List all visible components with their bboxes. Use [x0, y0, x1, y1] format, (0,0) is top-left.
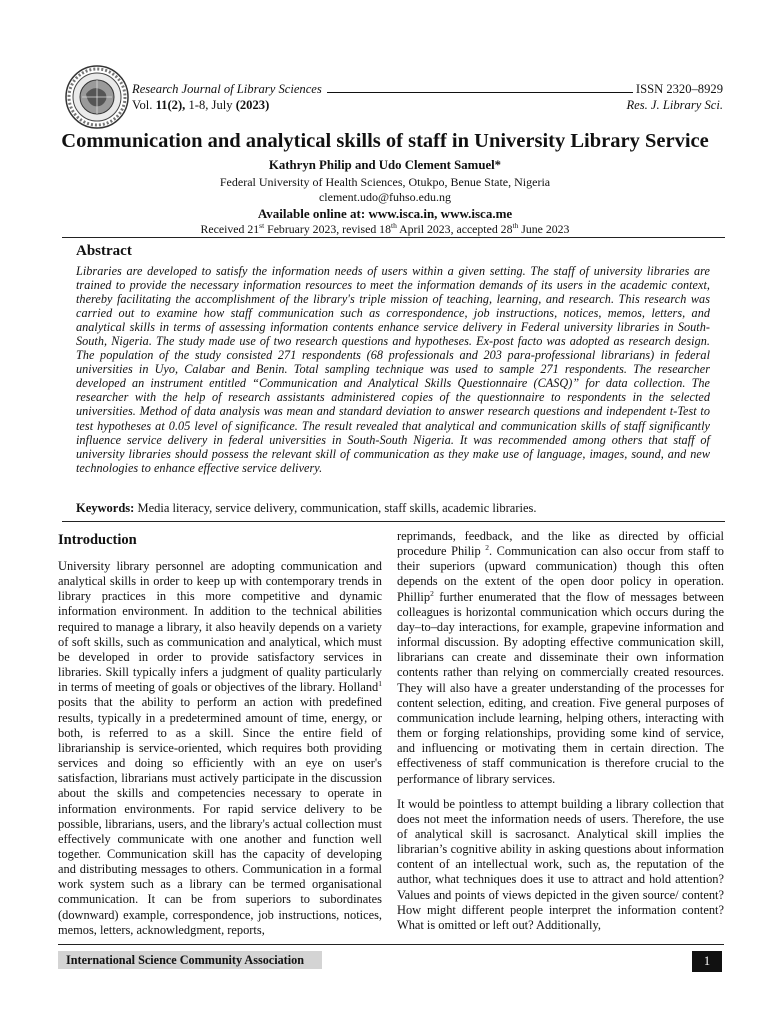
divider — [62, 521, 725, 522]
available-online: Available online at: www.isca.in, www.isca.me — [257, 206, 513, 221]
header-rule — [327, 91, 633, 93]
text-run: University library personnel are adopting communication and analytical skills in order to keep up with contemporary trends in library practices in this more competitive and dynamic information environment. In addition to the technical abilities required to manage a library, it also heavily depends on a variety of soft skills, such as communication and analytical, which must be developed in order to provide satisfactory services in libraries. Skill typically infers a judgment of quality particularly in terms of meeting of goals or objectives of the library. Holland — [58, 559, 382, 695]
year: (2023) — [235, 98, 270, 112]
body-column-left — [58, 559, 382, 938]
journal-abbrev: Res. J. Library Sci. — [626, 98, 723, 112]
affiliation: Federal University of Health Sciences, Otukpo, Benue State, Nigeria — [219, 175, 551, 189]
volume-prefix: Vol. — [132, 98, 156, 112]
page-number: 1 — [692, 951, 722, 972]
abstract-text: Libraries are developed to satisfy the information needs of users within a given setting. The staff of university libraries are trained to provide the necessary information resources to meet the information demands of its users in the academic context, thereby facilitating the accomplishment of the library's triple mission of teaching, learning, and research. This research was carried out to examine how staff communication such as correspondence, job instructions, notices, memos, letters, and analytical skills in terms of assessing information contents enhance service delivery in Federal university libraries in South-South, Nigeria. The study made use of two research questions and hypotheses. Ex-post facto was adopted as research design. The population of the study consisted 271 respondents (68 professionals and 203 para-professional librarians) in federal universities in Uyo, Calabar and Benin. Total sampling technique was used to sample 271 respondents. The researcher developed an instrument entitled “Communication and Analytical Skills Questionnaire (CASQ)” for data collection. The researcher with the help of research assistants administered copies of the questionnaire to respondents in the selected universities. Method of data analysis was mean and standard deviation to answer research questions and independent t-Test to test hypotheses at 0.05 level of significance. The result revealed that analytical and communication skills of staff significantly influence service delivery in federal universities in South-South Nigeria. It was recommended among others that staff of university libraries should possess the relevant skill of communication as they make use of language, images, sound, and new technologies to enhance effective service delivery. — [76, 264, 710, 475]
text-run: further enumerated that the flow of messages between colleagues is horizontal communication which occurs during the day–to–day interactions, for example, grapevine information and informal discussion. By adopting effective communication skill, librarians can create and disseminate their own information contents rather than relying on commercially created resources. They will also have a greater understanding of the processes for content selection, editing, and creation. Five general purposes of communication include learning, helping others, interacting with them or forging relationships, providing some kind of service, and influencing or motivating them in certain direction. The effectiveness of staff communication is therefore crucial to the performance of library services. — [397, 589, 724, 786]
text-run: reprimands, feedback, and the like as directed by official procedure Philip — [397, 529, 724, 559]
paragraph: It would be pointless to attempt building a library collection that does not meet the information needs of users. Therefore, the use of analytical skill is sacrosanct. Analytical skill implies the librarian’s cognitive ability in asking questions about information content of an intellectual work, such as, the reputation of the author, what techniques does it use to attract and hold attention? Values and points of views depicted in the given source/ content? How might different people interpret the information content? What is omitted or left out? Additionally, — [397, 796, 724, 932]
paragraph — [397, 529, 724, 787]
journal-name: Research Journal of Library Sciences — [132, 82, 322, 96]
abstract-heading: Abstract — [76, 243, 132, 259]
citation: 2 — [430, 588, 434, 598]
affiliation-block — [0, 175, 770, 205]
paragraph — [58, 559, 382, 938]
received-text: Received 21 — [200, 222, 260, 236]
body-column-right — [397, 529, 724, 943]
received-sup: st — [259, 221, 265, 231]
journal-seal-logo — [64, 64, 130, 130]
divider — [62, 237, 725, 238]
volume-issue: 11(2), — [155, 98, 186, 112]
paper-title: Communication and analytical skills of staff in University Library Service — [61, 130, 709, 152]
footer-organization: International Science Community Association — [66, 953, 304, 967]
keywords-label: Keywords: — [76, 501, 135, 515]
citation: 2 — [485, 543, 489, 553]
running-header-left — [132, 81, 633, 113]
authors: Kathryn Philip and Udo Clement Samuel* — [268, 158, 502, 172]
issn: ISSN 2320–8929 — [635, 82, 723, 96]
introduction-heading: Introduction — [58, 532, 137, 548]
accepted-text: April 2023, accepted 28 — [396, 222, 513, 236]
text-run: . Communication can also occur from staff to their superiors (upward communication) though this often depends on the extent of the open door policy in operation. Phillip — [397, 544, 724, 604]
running-header-right — [626, 81, 723, 113]
footer-rule — [58, 944, 724, 945]
revised-sup: th — [390, 221, 397, 231]
pages-date: 1-8, July — [185, 98, 236, 112]
received-dates — [0, 222, 770, 237]
text-run: posits that the ability to perform an action with predefined results, typically in a predetermined amount of time, energy, or both, is referred to as a skill. Since the entire field of librarianship is service-oriented, which requires both providing services and doing so efficiently with an eye on user's satisfaction, librarians must actively participate in the discussion about the skills and competencies necessary to operate in information environments. For rapid service delivery to be possible, librarians, users, and the library's actual collection must effectively communicate with one another and function well together. Communication skill has the capacity of developing and distributing messages to others. Communication in a formal work system such as a library can be termed organisational communication. It can be from superiors to subordinates (downward) example, correspondence, job instructions, notices, memos, letters, acknowledgment, reports, — [58, 695, 382, 937]
accepted-date: June 2023 — [518, 222, 570, 236]
accepted-sup: th — [512, 221, 519, 231]
revised-text: February 2023, revised 18 — [264, 222, 391, 236]
keywords-text: Media literacy, service delivery, communication, staff skills, academic libraries. — [134, 501, 537, 515]
keywords — [76, 501, 537, 516]
citation: 1 — [378, 679, 382, 689]
email: clement.udo@fuhso.edu.ng — [318, 190, 452, 204]
